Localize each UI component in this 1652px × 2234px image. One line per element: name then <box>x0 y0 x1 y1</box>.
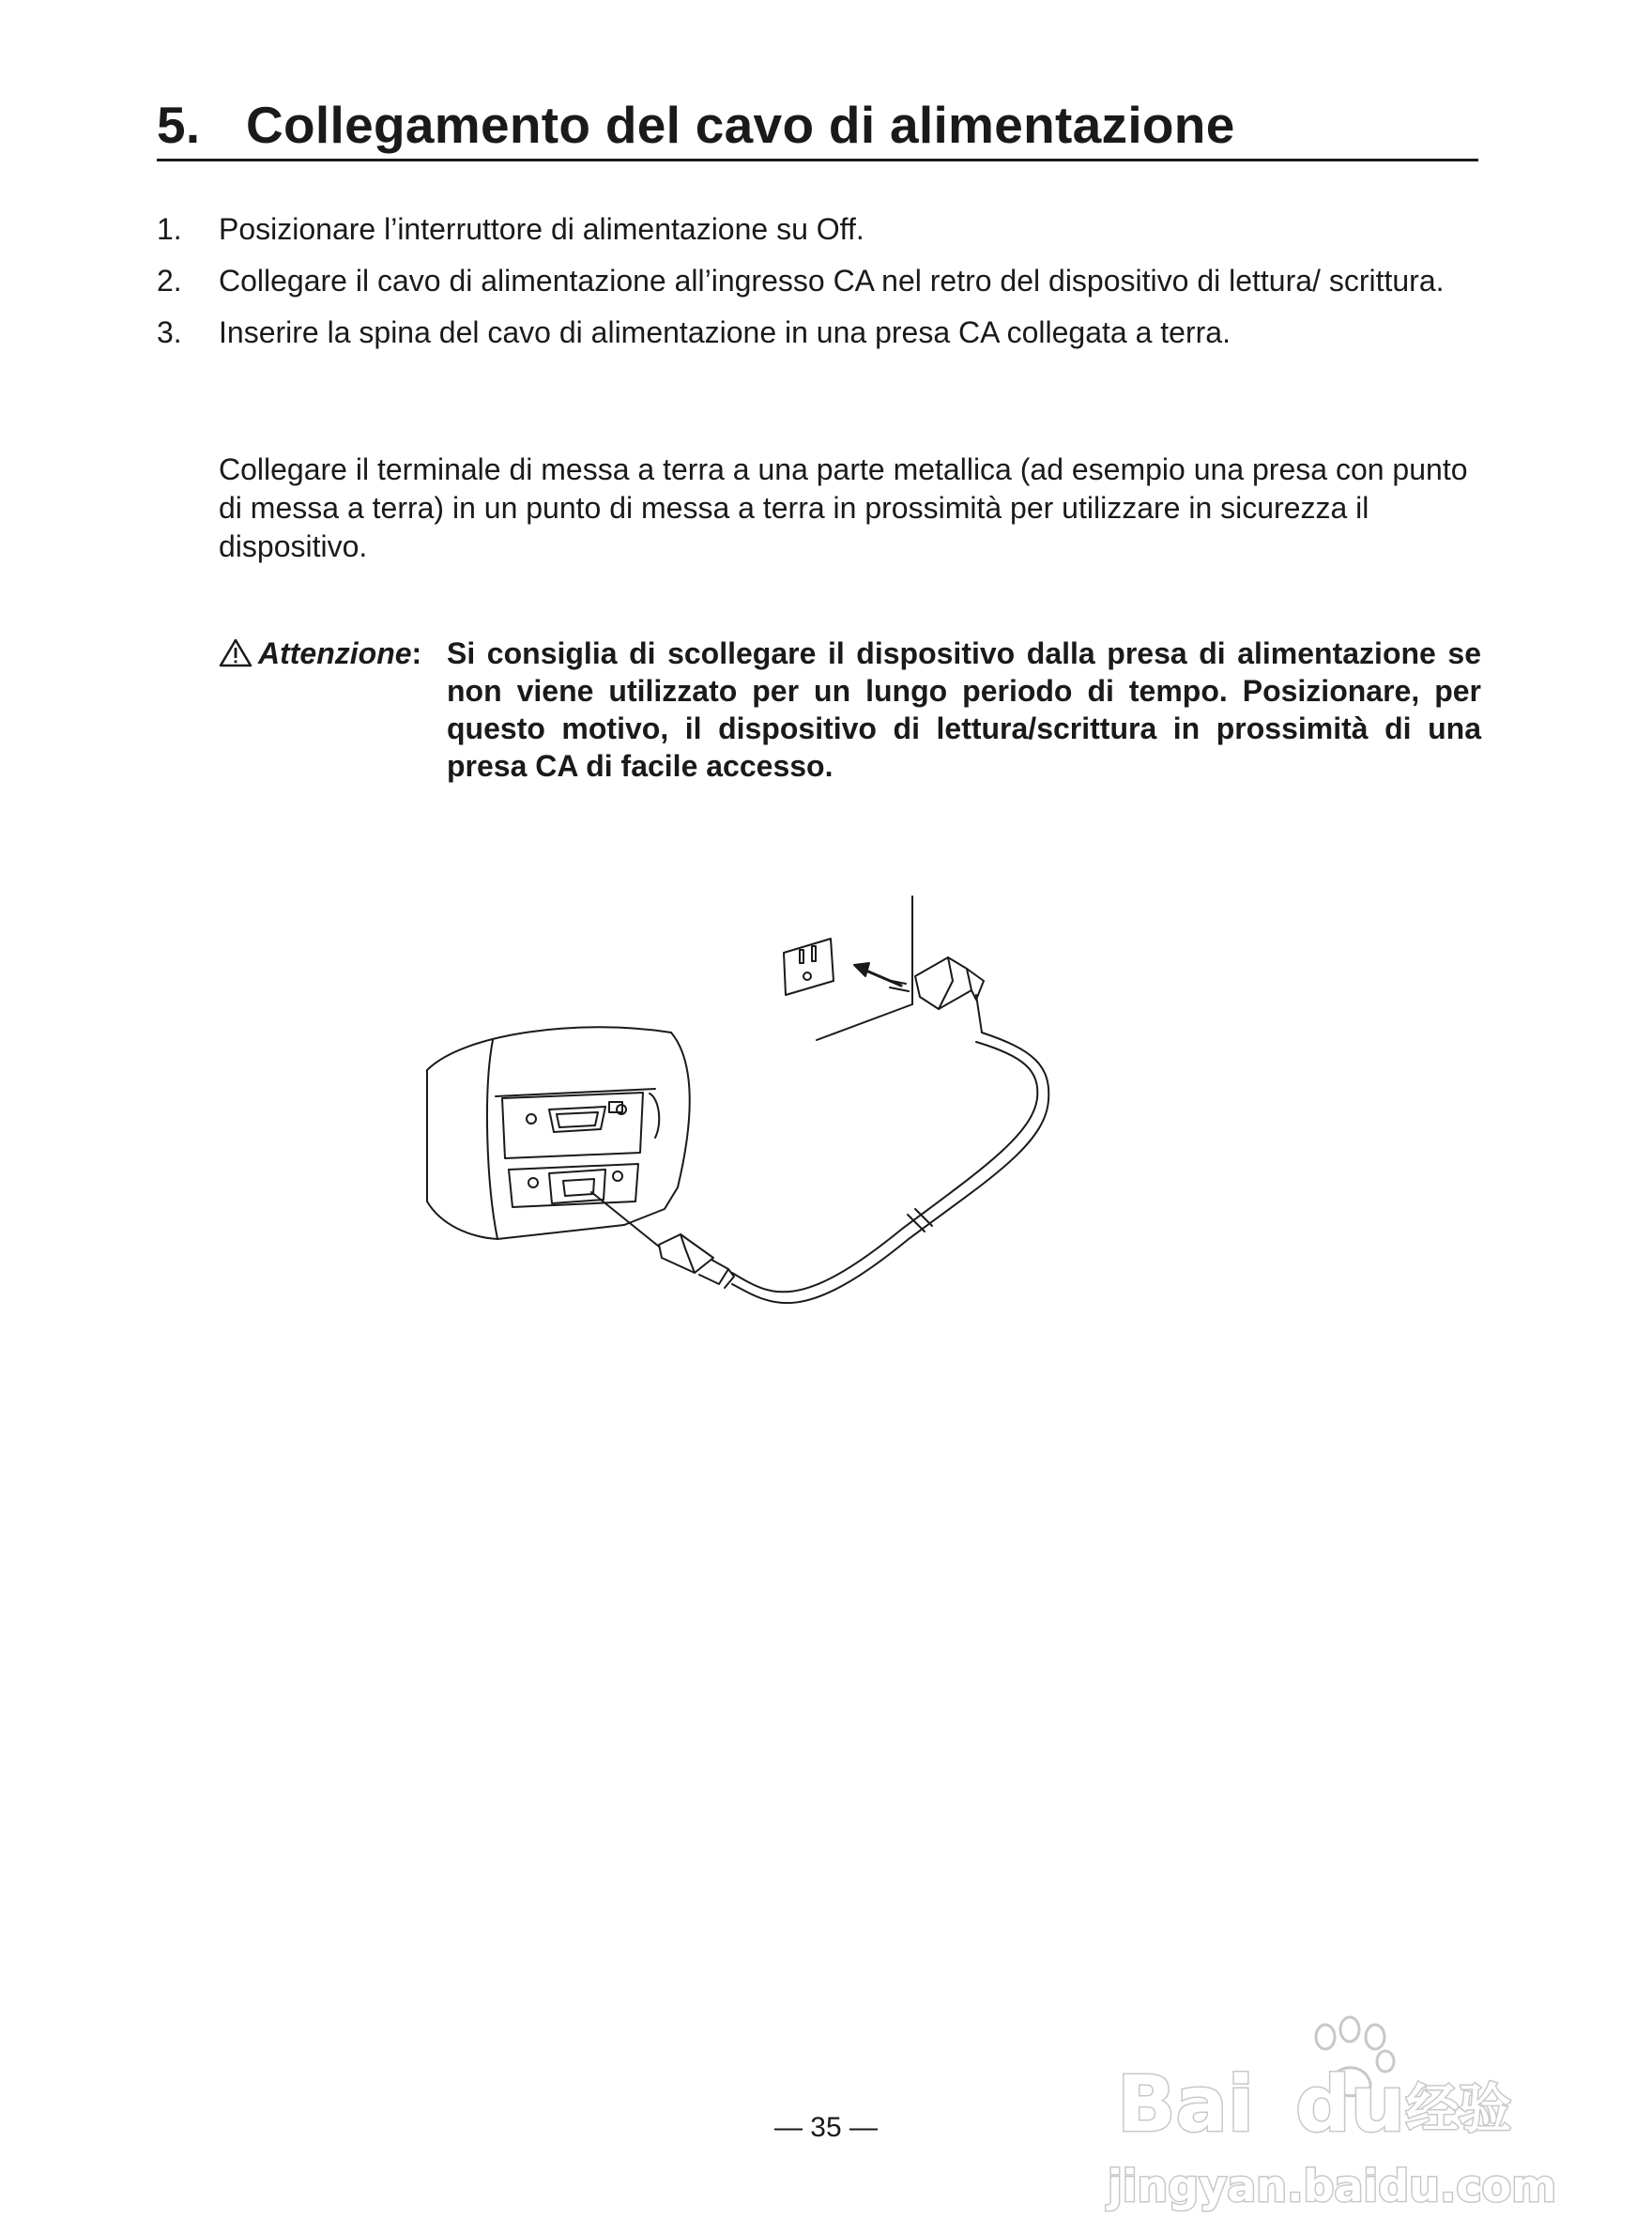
title-underline <box>157 159 1478 161</box>
svg-text:Bai: Bai <box>1117 2060 1254 2150</box>
warning-heading <box>219 635 421 672</box>
iec-connector <box>659 1234 734 1288</box>
svg-text:du: du <box>1295 2060 1406 2150</box>
list-item <box>157 262 1480 300</box>
power-cable-illustration <box>413 901 1183 1324</box>
page-number: — 35 — <box>773 2112 879 2143</box>
steps-list <box>157 210 1480 365</box>
warning-colon: : <box>411 636 422 670</box>
wall-outlet <box>784 896 912 1040</box>
section-title-text: Collegamento del cavo di alimentazione <box>246 96 1235 154</box>
list-item <box>157 314 1480 352</box>
section-number: 5. <box>157 96 201 154</box>
warning-text: Si consiglia di scollegare il dispositivo dalla presa di alimentazione se non viene utilizzato per un lungo periodo di tempo. Posizionare, per questo motivo, il dispositivo di lettura/scrittura in prossimità di una presa CA di facile accesso. <box>447 636 1481 783</box>
step-text: Collegare il cavo di alimentazione all’ingresso CA nel retro del dispositivo di lettura/ scrittura. <box>219 264 1445 298</box>
guide-line <box>591 1192 659 1247</box>
warning-triangle-icon <box>219 637 252 667</box>
device-body <box>427 1027 690 1239</box>
baidu-jingyan-watermark <box>1108 2009 1557 2225</box>
step-number: 2. <box>157 264 182 298</box>
section-title <box>157 92 1478 158</box>
grounding-note: Collegare il terminale di messa a terra a una parte metallica (ad esempio una presa con punto di messa a terra) in un punto di messa a terra in prossimità per utilizzare in sicurezza il dispositivo. <box>219 452 1468 563</box>
step-text: Inserire la spina del cavo di alimentazione in una presa CA collegata a terra. <box>219 315 1231 349</box>
step-text: Posizionare l’interruttore di alimentazione su Off. <box>219 212 864 246</box>
power-cable <box>732 1033 1048 1303</box>
warning-label: Attenzione <box>258 636 412 670</box>
svg-text:经验: 经验 <box>1406 2079 1511 2140</box>
step-number: 3. <box>157 315 182 349</box>
list-item <box>157 210 1480 249</box>
svg-text:jingyan.baidu.com: jingyan.baidu.com <box>1108 2161 1557 2211</box>
step-number: 1. <box>157 212 182 246</box>
arrowhead <box>854 963 869 976</box>
wall-plug <box>887 957 984 1033</box>
